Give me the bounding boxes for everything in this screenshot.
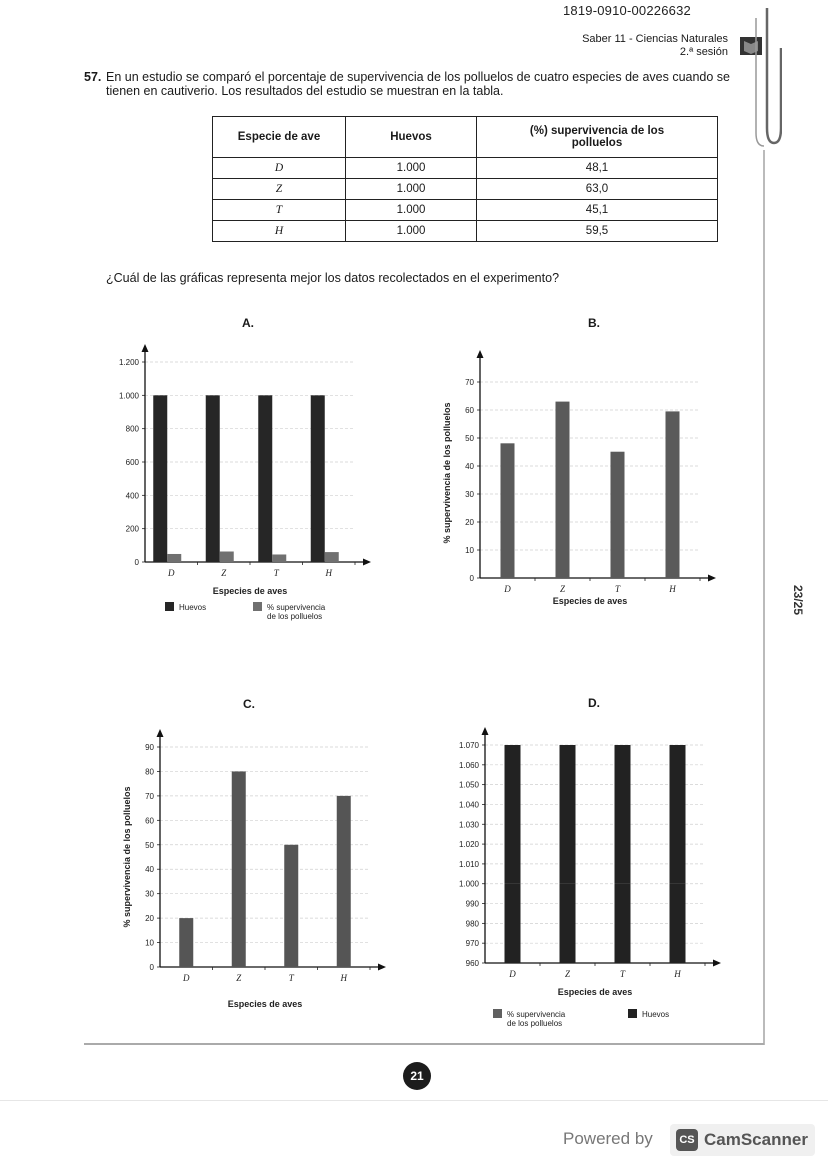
table-cell: 1.000 (346, 221, 477, 242)
chart-option-d (435, 733, 735, 1033)
y-tick-label: 40 (145, 865, 154, 875)
table-cell: 63,0 (477, 179, 718, 200)
page-border-bottom (84, 1043, 764, 1045)
legend-label: Huevos (179, 603, 207, 612)
table-cell: 1.000 (346, 200, 477, 221)
legend-swatch (628, 1009, 637, 1018)
y-tick-label: 200 (125, 524, 139, 534)
y-tick-label: 1.060 (458, 760, 479, 770)
x-axis-title: Especies de aves (212, 586, 288, 596)
y-tick-label: 600 (125, 458, 139, 467)
data-table (212, 116, 718, 242)
table-cell: 1.000 (346, 158, 477, 179)
table-header-row (213, 117, 718, 158)
y-tick-label: 90 (145, 743, 154, 752)
y-tick-label: 20 (465, 518, 474, 527)
option-label-a: A. (242, 316, 254, 330)
table-header: Especie de ave (213, 117, 346, 158)
table-row (213, 200, 718, 221)
y-tick-label: 800 (125, 424, 139, 434)
x-tick-label: H (674, 969, 681, 979)
x-tick-label: T (273, 568, 279, 578)
bar-d (153, 395, 167, 562)
x-axis-arrow (363, 559, 371, 566)
y-tick-label: 1.010 (458, 859, 479, 869)
bar-h (337, 796, 351, 967)
question-prompt: ¿Cuál de las gráficas representa mejor los datos recolectados en el experimento? (106, 271, 560, 285)
y-tick-label: 40 (465, 462, 474, 471)
y-tick-label: 1.030 (458, 820, 479, 830)
bar-h (311, 395, 325, 562)
y-tick-label: 50 (145, 840, 154, 850)
y-tick-label: 0 (149, 963, 154, 972)
y-tick-label: 960 (465, 959, 479, 968)
page-border-right (763, 150, 765, 1045)
x-axis-title: Especies de aves (552, 596, 628, 606)
side-page-label: 23/25 (791, 585, 805, 616)
x-tick-label: D (183, 973, 190, 983)
y-axis-arrow (157, 729, 164, 737)
x-tick-label: Z (236, 973, 242, 983)
table-row (213, 179, 718, 200)
legend-label: % supervivencia (267, 603, 326, 612)
y-tick-label: 990 (465, 899, 479, 909)
y-tick-label: 1.020 (458, 840, 479, 850)
x-tick-label: H (669, 584, 676, 594)
y-tick-label: 400 (125, 491, 139, 501)
x-tick-label: T (614, 584, 621, 594)
y-tick-label: 60 (145, 816, 154, 826)
camscanner-badge (670, 1124, 815, 1156)
x-tick-label: D (168, 568, 175, 578)
y-tick-label: 70 (465, 378, 474, 387)
table-header: (%) supervivencia de los polluelos (477, 117, 718, 158)
document-code: 1819-0910-00226632 (563, 3, 691, 18)
table-cell: 1.000 (346, 179, 477, 200)
exam-session: 2.ª sesión (679, 46, 728, 58)
bar-z (232, 771, 246, 967)
x-tick-label: T (288, 973, 294, 983)
chart-option-a (90, 340, 370, 640)
legend-swatch (253, 602, 262, 611)
table-cell: H (213, 221, 346, 242)
bar-d (167, 554, 181, 562)
table-row (213, 158, 718, 179)
table-cell: Z (213, 179, 346, 200)
y-tick-label: 980 (465, 919, 479, 929)
table-cell: 59,5 (477, 221, 718, 242)
question-number: 57. (84, 70, 102, 84)
chart-option-b (430, 350, 720, 615)
option-label-d: D. (588, 696, 600, 710)
option-label-c: C. (243, 697, 255, 711)
table-header: Huevos (346, 117, 477, 158)
bar-z (556, 402, 570, 578)
option-label-b: B. (588, 316, 600, 330)
x-axis-title: Especies de aves (557, 987, 633, 997)
exam-header (582, 33, 728, 59)
y-axis-title: % supervivencia de los polluelos (122, 786, 132, 928)
powered-by-text: Powered by (563, 1129, 653, 1148)
bar-z (206, 395, 220, 562)
y-tick-label: 20 (145, 914, 154, 924)
y-tick-label: 10 (465, 546, 474, 555)
legend-label: de los polluelos (507, 1019, 563, 1028)
x-tick-label: D (504, 584, 511, 594)
y-axis-arrow (142, 344, 149, 352)
y-tick-label: 1.200 (118, 358, 139, 367)
legend-swatch (493, 1009, 502, 1018)
y-tick-label: 30 (465, 490, 474, 499)
page-number: 21 (403, 1062, 431, 1090)
bar-t (284, 845, 298, 967)
x-tick-label: H (325, 568, 332, 578)
x-axis-title: Especies de aves (227, 999, 303, 1009)
table-cell: 48,1 (477, 158, 718, 179)
y-tick-label: 1.040 (458, 800, 479, 810)
y-tick-label: 50 (465, 434, 474, 443)
table-cell: D (213, 158, 346, 179)
x-axis-arrow (713, 960, 721, 967)
bar-d (179, 918, 193, 967)
x-tick-label: H (340, 973, 347, 983)
chart-option-c (110, 735, 390, 1020)
x-tick-label: D (509, 969, 516, 979)
table-row (213, 221, 718, 242)
y-tick-label: 970 (465, 939, 479, 949)
y-tick-label: 0 (134, 558, 139, 567)
x-tick-label: T (619, 969, 626, 979)
y-tick-label: 80 (145, 767, 154, 777)
table-cell: T (213, 200, 346, 221)
y-tick-label: 70 (145, 791, 154, 801)
bar-d (505, 745, 521, 963)
y-tick-label: 1.000 (118, 391, 139, 401)
legend-swatch (165, 602, 174, 611)
bar-z (220, 552, 234, 563)
camscanner-logo-icon: CS (676, 1129, 698, 1151)
y-axis-arrow (482, 727, 489, 735)
y-tick-label: 0 (469, 574, 474, 583)
legend-label: Huevos (642, 1010, 670, 1019)
y-axis-arrow (477, 350, 484, 358)
bar-t (258, 395, 272, 562)
bar-t (272, 554, 286, 562)
y-axis-title: % supervivencia de los polluelos (442, 402, 452, 544)
y-tick-label: 1.000 (458, 879, 479, 889)
y-tick-label: 10 (145, 938, 154, 948)
bar-d (501, 443, 515, 578)
bar-h (325, 552, 339, 562)
legend-label: % supervivencia (507, 1010, 566, 1019)
x-tick-label: Z (221, 568, 227, 578)
x-axis-arrow (378, 964, 386, 971)
y-tick-label: 30 (145, 889, 154, 899)
table-cell: 45,1 (477, 200, 718, 221)
bar-t (615, 745, 631, 963)
exam-title: Saber 11 - Ciencias Naturales (582, 33, 728, 45)
y-tick-label: 1.050 (458, 780, 479, 790)
bar-h (670, 745, 686, 963)
x-axis-arrow (708, 575, 716, 582)
y-tick-label: 1.070 (458, 741, 479, 750)
question-text: En un estudio se comparó el porcentaje de supervivencia de los polluelos de cuatro especies de aves cuando se tienen en cautiverio. Los resultados del estudio se muestran en la tabla. (106, 70, 731, 98)
footer-divider (0, 1100, 828, 1101)
bar-t (611, 452, 625, 578)
y-tick-label: 60 (465, 406, 474, 415)
camscanner-brand: CamScanner (704, 1130, 808, 1149)
x-tick-label: Z (559, 584, 566, 594)
bar-z (560, 745, 576, 963)
legend-label: de los polluelos (267, 612, 323, 621)
x-tick-label: Z (564, 969, 571, 979)
bar-h (666, 411, 680, 578)
